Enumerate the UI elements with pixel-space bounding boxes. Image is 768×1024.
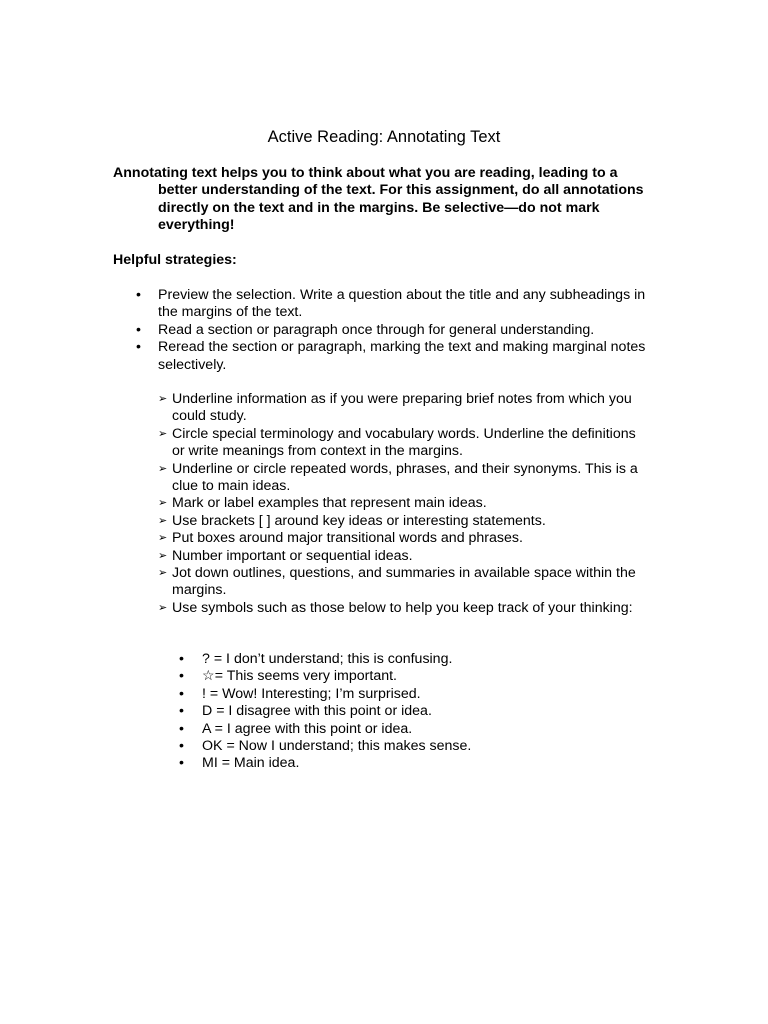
bullet-icon: • xyxy=(136,339,141,356)
tip-text: Put boxes around major transitional words and phrases. xyxy=(172,530,523,547)
bullet-icon: • xyxy=(179,755,184,772)
bullet-icon: • xyxy=(179,720,184,737)
list-item xyxy=(177,703,577,720)
symbols-list xyxy=(177,651,577,773)
list-item xyxy=(158,391,648,426)
bullet-icon: • xyxy=(179,668,184,685)
symbol-text: ? = I don’t understand; this is confusing. xyxy=(202,651,453,667)
arrow-bullet-icon: ➢ xyxy=(158,497,168,510)
tip-text: Use brackets [ ] around key ideas or interesting statements. xyxy=(172,512,546,529)
arrow-bullet-icon: ➢ xyxy=(158,549,168,562)
list-item xyxy=(158,565,648,600)
list-item xyxy=(158,548,648,565)
list-item xyxy=(177,686,577,703)
list-item xyxy=(158,426,648,461)
list-item xyxy=(177,738,577,755)
list-item xyxy=(158,600,648,617)
arrow-bullet-icon: ➢ xyxy=(158,462,168,475)
tip-text: Number important or sequential ideas. xyxy=(172,547,413,564)
tip-text: Circle special terminology and vocabulary words. Underline the definitions or write meanings from context in the margins. xyxy=(172,425,636,460)
list-item xyxy=(177,668,577,685)
list-item xyxy=(158,530,648,547)
tip-text: Use symbols such as those below to help you keep track of your thinking: xyxy=(172,599,633,616)
list-item xyxy=(158,461,648,496)
arrow-bullet-icon: ➢ xyxy=(158,514,168,527)
symbol-text: ☆= This seems very important. xyxy=(202,668,397,685)
symbol-text: D = I disagree with this point or idea. xyxy=(202,703,432,720)
tip-text: Underline information as if you were preparing brief notes from which you could study. xyxy=(172,391,632,425)
arrow-bullet-icon: ➢ xyxy=(158,427,168,440)
tip-text: Mark or label examples that represent main ideas. xyxy=(172,495,487,512)
arrow-bullet-icon: ➢ xyxy=(158,532,168,545)
symbol-text: OK = Now I understand; this makes sense. xyxy=(202,738,472,755)
symbol-text: ! = Wow! Interesting; I’m surprised. xyxy=(202,685,421,702)
arrow-bullet-icon: ➢ xyxy=(158,567,168,580)
list-item xyxy=(158,513,648,530)
list-item xyxy=(177,721,577,738)
page-title: Active Reading: Annotating Text xyxy=(267,128,501,146)
intro-paragraph: Annotating text helps you to think about what you are reading, leading to a better understanding of the text. For this assignment, do all annotations directly on the text and in the margins. Be selective—do not mark everything! xyxy=(113,165,644,234)
bullet-icon: • xyxy=(136,321,141,338)
strategies-heading: Helpful strategies: xyxy=(113,252,237,268)
list-item xyxy=(113,322,653,339)
bullet-icon: • xyxy=(179,738,184,755)
arrow-bullet-icon: ➢ xyxy=(158,393,168,405)
tip-text: Jot down outlines, questions, and summaries in available space within the margins. xyxy=(172,565,636,599)
strategy-text: Preview the selection. Write a question about the title and any subheadings in the margins of the text. xyxy=(158,287,646,321)
list-item xyxy=(158,495,648,512)
symbol-text: A = I agree with this point or idea. xyxy=(202,720,413,737)
list-item xyxy=(113,339,653,374)
tip-text: Underline or circle repeated words, phrases, and their synonyms. This is a clue to main ideas. xyxy=(172,460,638,495)
arrow-bullet-icon: ➢ xyxy=(158,601,168,614)
strategy-text: Read a section or paragraph once through for general understanding. xyxy=(158,321,595,338)
annotation-tips-list xyxy=(158,391,648,617)
strategy-text: Reread the section or paragraph, marking the text and making marginal notes selectively. xyxy=(158,339,646,373)
strategies-list xyxy=(113,287,653,374)
list-item xyxy=(177,651,577,668)
bullet-icon: • xyxy=(179,685,184,702)
list-item xyxy=(177,755,577,772)
bullet-icon: • xyxy=(179,703,184,720)
symbol-text: MI = Main idea. xyxy=(202,755,300,772)
list-item xyxy=(113,287,653,322)
bullet-icon: • xyxy=(136,287,141,303)
bullet-icon: • xyxy=(179,651,184,667)
